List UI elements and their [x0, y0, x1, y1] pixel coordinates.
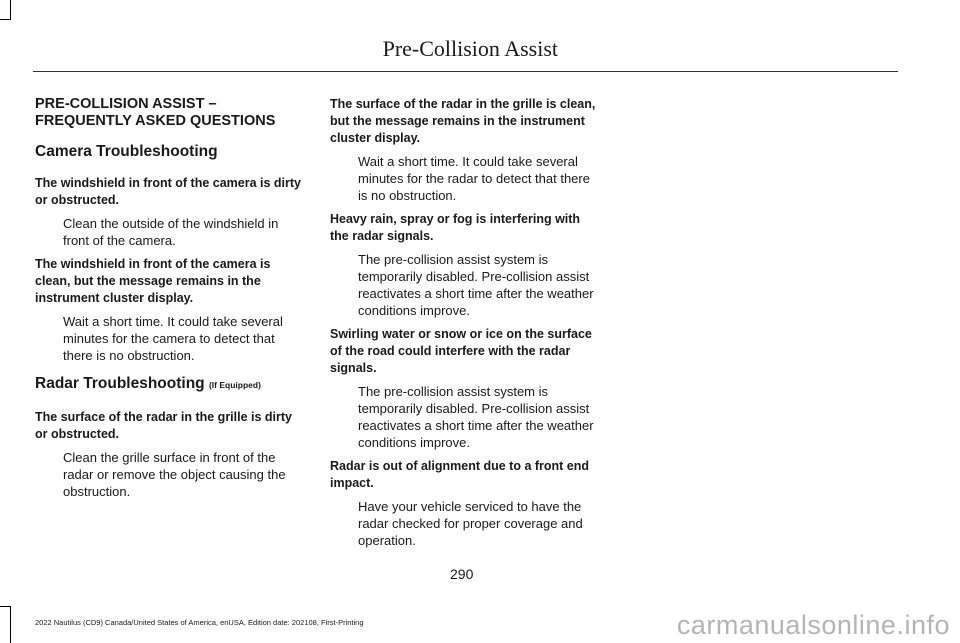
left-column: [35, 96, 305, 507]
camera-question-1: The windshield in front of the camera is dirty or obstructed.: [35, 176, 302, 207]
radar-troubleshooting-heading: [35, 374, 305, 395]
crop-mark: [0, 606, 11, 607]
radar-heading-text: Radar Troubleshooting: [35, 375, 205, 392]
radar-answer-2: Wait a short time. It could take several minutes for the radar to detect that there is no obstruction.: [358, 154, 590, 203]
radar-question-3: Heavy rain, spray or fog is interfering with the radar signals.: [330, 212, 581, 243]
radar-answer-4: The pre-collision assist system is temporarily disabled. Pre-collision assist reactivates a short time after the weather conditions improve.: [358, 384, 594, 450]
section-title: PRE-COLLISION ASSIST – FREQUENTLY ASKED QUESTIONS: [35, 96, 276, 129]
crop-mark: [0, 19, 11, 20]
radar-question-2: The surface of the radar in the grille is clean, but the message remains in the instrument cluster display.: [330, 97, 596, 145]
radar-heading-note: (If Equipped): [208, 380, 261, 390]
page-number: 290: [450, 566, 474, 582]
radar-answer-5: Have your vehicle serviced to have the radar checked for proper coverage and operation.: [358, 499, 583, 548]
radar-answer-3: The pre-collision assist system is temporarily disabled. Pre-collision assist reactivates a short time after the weather conditions improve.: [358, 252, 594, 318]
crop-mark: [10, 0, 11, 20]
watermark: carmanualsonline.info: [676, 610, 950, 640]
radar-question-4: Swirling water or snow or ice on the surface of the road could interfere with the radar signals.: [330, 327, 592, 375]
radar-answer-1: Clean the grille surface in front of the radar or remove the object causing the obstruction.: [63, 450, 286, 499]
footer-edition-info: 2022 Nautilus (CD9) Canada/United States of America, enUSA, Edition date: 202108, First-Printing: [35, 618, 364, 627]
right-column: [330, 96, 600, 556]
header-divider: [33, 71, 898, 72]
camera-answer-2: Wait a short time. It could take several minutes for the camera to detect that there is no obstruction.: [63, 314, 283, 363]
camera-answer-1: Clean the outside of the windshield in front of the camera.: [63, 216, 279, 248]
page-title: Pre-Collision Assist: [382, 36, 558, 61]
camera-troubleshooting-heading: Camera Troubleshooting: [35, 143, 218, 160]
radar-question-1: The surface of the radar in the grille is dirty or obstructed.: [35, 410, 293, 441]
crop-mark: [10, 606, 11, 643]
radar-question-5: Radar is out of alignment due to a front end impact.: [330, 459, 590, 490]
camera-question-2: The windshield in front of the camera is clean, but the message remains in the instrument cluster display.: [35, 257, 271, 305]
